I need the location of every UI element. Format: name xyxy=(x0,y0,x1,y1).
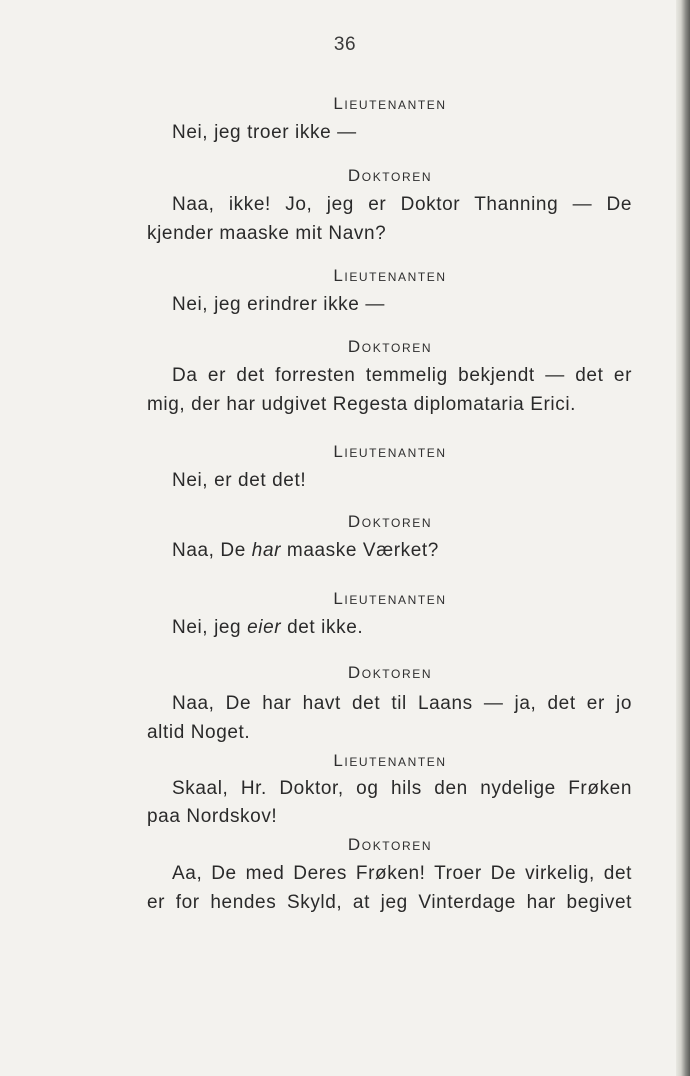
emphasis-text: eier xyxy=(247,617,282,638)
dialogue-line: Nei, jeg erindrer ikke — xyxy=(172,294,385,315)
speaker-heading: Doktoren xyxy=(347,835,433,854)
dialogue-line: Skaal, Hr. Doktor, og hils den nydelige Frøken xyxy=(172,778,632,799)
dialogue-line: paa Nordskov! xyxy=(147,806,278,827)
speaker-heading: Lieutenanten xyxy=(333,442,447,461)
dialogue-line: Nei, jeg troer ikke — xyxy=(172,122,357,143)
speaker-heading: Lieutenanten xyxy=(333,266,447,285)
speaker-heading: Lieutenanten xyxy=(333,751,447,770)
dialogue-text-span: Naa, De xyxy=(172,540,252,561)
page-number: 36 xyxy=(333,34,357,55)
dialogue-line: kjender maaske mit Navn? xyxy=(147,223,387,244)
dialogue-line xyxy=(172,540,439,562)
dialogue-line xyxy=(172,617,363,639)
page-edge-shadow xyxy=(676,0,690,1076)
dialogue-text-span: Nei, jeg xyxy=(172,617,248,638)
speaker-heading: Doktoren xyxy=(347,166,433,185)
dialogue-text-span: det ikke. xyxy=(281,617,364,638)
dialogue-line: Naa, ikke! Jo, jeg er Doktor Thanning — De xyxy=(172,194,632,215)
speaker-heading: Lieutenanten xyxy=(333,589,447,608)
dialogue-line: altid Noget. xyxy=(147,722,251,743)
speaker-heading: Lieutenanten xyxy=(333,94,447,113)
dialogue-line: mig, der har udgivet Regesta diplomataria Erici. xyxy=(147,394,577,415)
dialogue-line: er for hendes Skyld, at jeg Vinterdage har begivet xyxy=(147,892,632,913)
dialogue-line: Naa, De har havt det til Laans — ja, det er jo xyxy=(172,693,632,714)
dialogue-line: Da er det forresten temmelig bekjendt — det er xyxy=(172,365,632,386)
dialogue-text-span: maaske Værket? xyxy=(281,540,439,561)
speaker-heading: Doktoren xyxy=(347,337,433,356)
speaker-heading: Doktoren xyxy=(347,512,433,531)
dialogue-line: Nei, er det det! xyxy=(172,470,307,491)
emphasis-text: har xyxy=(251,540,282,561)
dialogue-line: Aa, De med Deres Frøken! Troer De virkelig, det xyxy=(172,863,632,884)
speaker-heading: Doktoren xyxy=(347,663,433,682)
